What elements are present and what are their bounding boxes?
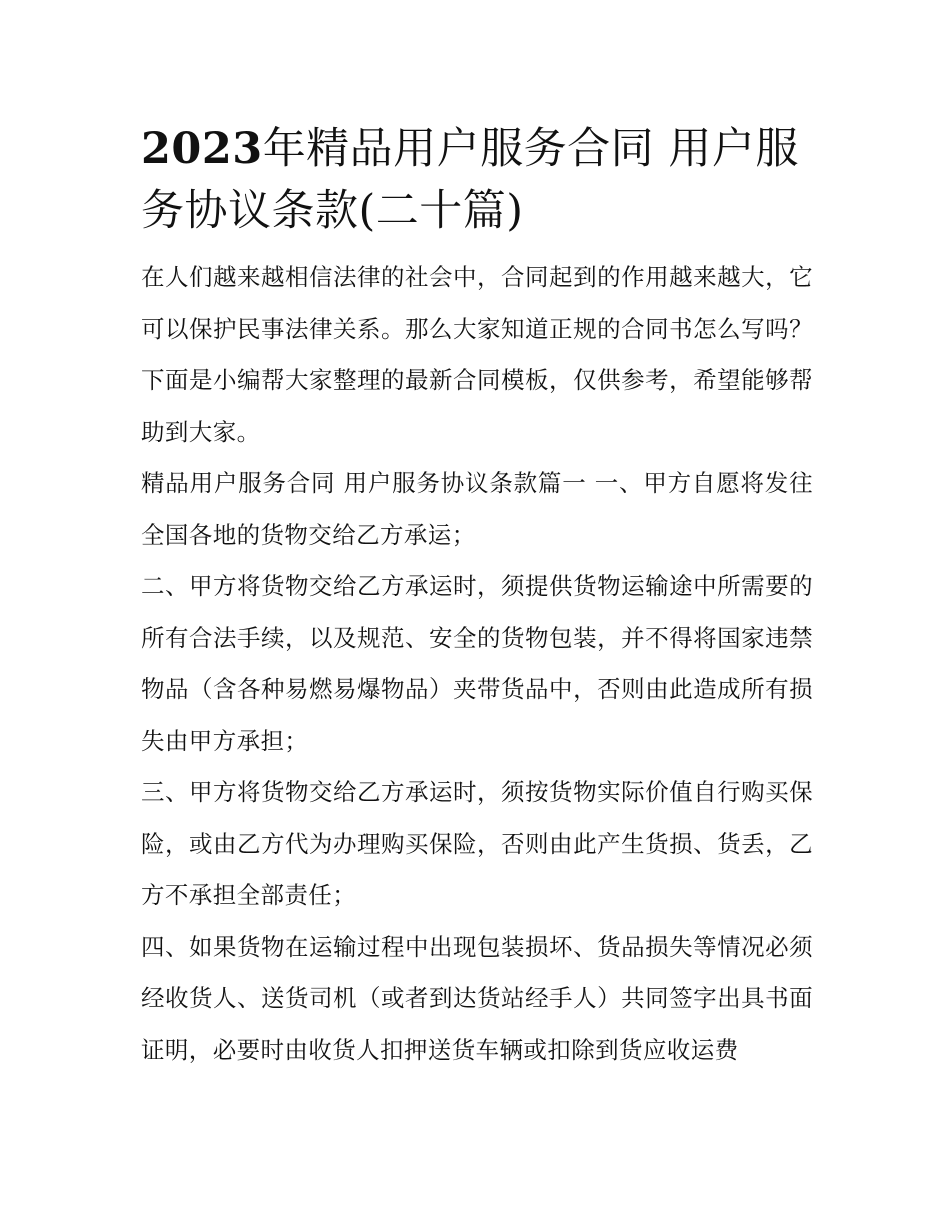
- clause-2-paragraph: 二、甲方将货物交给乙方承运时，须提供货物运输途中所需要的所有合法手续，以及规范、安全的货物包装，并不得将国家违禁物品（含各种易燃易爆物品）夹带货品中，否则由此造成所有损失由甲方承担；: [141, 572, 813, 755]
- intro-paragraph: 在人们越来越相信法律的社会中，合同起到的作用越来越大，它可以保护民事法律关系。那么大家知道正规的合同书怎么写吗？下面是小编帮大家整理的最新合同模板，仅供参考，希望能够帮助到大家。: [141, 263, 813, 446]
- title-text: 年精品用户服务合同 用户服务协议条款(二十篇): [141, 124, 799, 236]
- document-title: [141, 118, 813, 242]
- document-body: [141, 118, 813, 1076]
- clause-4-paragraph: 四、如果货物在运输过程中出现包装损坏、货品损失等情况必须经收货人、送货司机（或者到达货站经手人）共同签字出具书面证明，必要时由收货人扣押送货车辆或扣除到货应收运费: [141, 932, 813, 1064]
- title-year: 2023: [141, 124, 263, 174]
- clause-3-paragraph: 三、甲方将货物交给乙方承运时，须按货物实际价值自行购买保险，或由乙方代为办理购买保险，否则由此产生货损、货丢，乙方不承担全部责任；: [141, 778, 813, 909]
- clause-1-paragraph: 精品用户服务合同 用户服务协议条款篇一 一、甲方自愿将发往全国各地的货物交给乙方承运；: [141, 469, 813, 549]
